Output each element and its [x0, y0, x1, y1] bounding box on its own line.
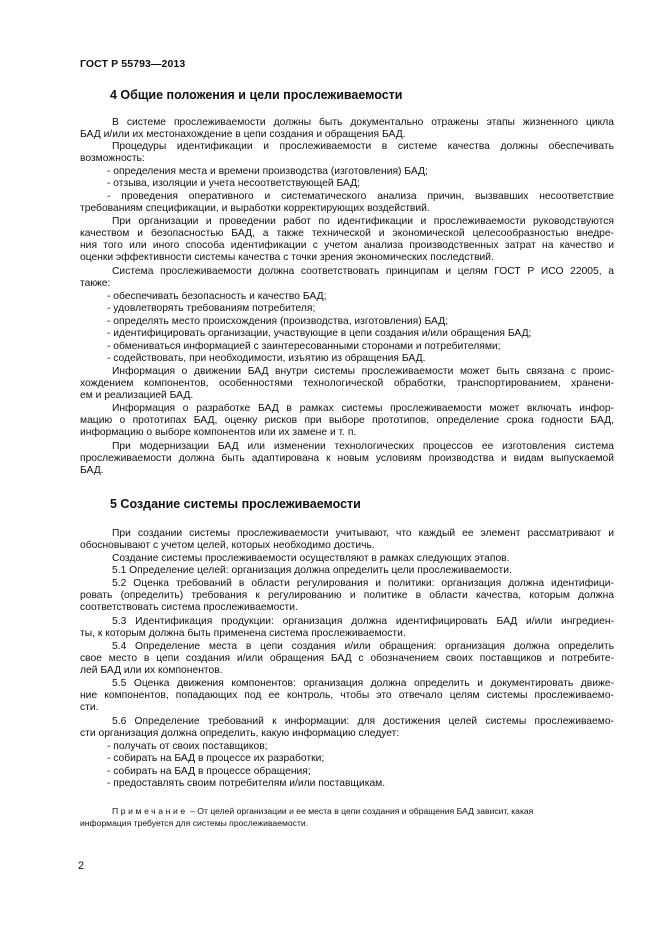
paragraph-line: свое место в цепи создания и/или обращения БАД с обозначением своих поставщиков и потребите- — [80, 653, 614, 664]
paragraph-line: ровать (определить) требования к регулированию и политике в области качества, которым должна — [80, 590, 614, 601]
list-item: - проведения оперативного и систематического анализа причин, вызвавших несоответствие — [107, 191, 614, 202]
paragraph-line: также: — [80, 278, 111, 289]
paragraph-line: мацию о прототипах БАД, оценку рисков при выборе прототипов, определение срока годности БАД, — [80, 415, 614, 426]
paragraph-line: соответствовать система прослеживаемости. — [80, 602, 298, 613]
paragraph-line: При модернизации БАД или изменении технологических процессов ее изготовления система — [112, 441, 614, 452]
paragraph-line: Создание системы прослеживаемости осуществляют в рамках следующих этапов. — [112, 553, 510, 564]
list-item: - собирать на БАД в процессе их разработки; — [107, 753, 325, 764]
paragraph-line: Система прослеживаемости должна соответствовать принципам и целям ГОСТ Р ИСО 22005, а — [112, 266, 614, 277]
paragraph-line: требованиям спецификации, и выработки корректирующих воздействий. — [80, 203, 430, 214]
list-item: - содействовать, при необходимости, изъятию из обращения БАД. — [107, 353, 426, 364]
list-item: - отзыва, изоляции и учета несоответствующей БАД; — [107, 178, 361, 189]
paragraph-line: Информация о разработке БАД в рамках системы прослеживаемости может включать инфор- — [112, 403, 614, 414]
paragraph-line: лей БАД или их компонентов. — [80, 665, 223, 676]
paragraph-line: ние компонентов, попадающих под ее контроль, чтобы это отвечало целям системы прослеживаемо- — [80, 690, 614, 701]
paragraph-line: Процедуры идентификации и прослеживаемости в системе качества должны обеспечивать — [112, 141, 614, 152]
list-item: - получать от своих поставщиков; — [107, 741, 268, 752]
section-4-title: 4 Общие положения и цели прослеживаемости — [110, 88, 403, 102]
paragraph-line: оценки эффективности системы качества с точки зрения экономических последствий. — [80, 252, 494, 263]
section-5-title: 5 Создание системы прослеживаемости — [110, 497, 361, 511]
list-item: - определения места и времени производства (изготовления) БАД; — [107, 166, 428, 177]
paragraph-line: качеством и безопасностью БАД, а также технической и экономической целесообразностью внедре- — [80, 228, 614, 239]
paragraph-line: ты, к которым должна быть применена система прослеживаемости. — [80, 628, 406, 639]
paragraph-line: БАД и/или их местонахождение в цепи создания и обращения БАД. — [80, 129, 406, 140]
paragraph-line: 5.4 Определение места в цепи создания и/или обращения: организация должна определить — [112, 641, 614, 652]
list-item: - обмениваться информацией с заинтересованными сторонами и потребителями; — [107, 341, 501, 352]
paragraph-line: сти организация должна определить, какую информацию следует: — [80, 728, 400, 739]
paragraph-line: хождением компонентов, особенностями технологической обработки, транспортированием, хранени- — [80, 378, 614, 389]
paragraph-line: При организации и проведении работ по идентификации и прослеживаемости руководствуются — [112, 216, 614, 227]
paragraph-line: 5.2 Оценка требований в области регулирования и политики: организация должна идентифици- — [112, 578, 614, 589]
paragraph-line: информацию о выборе компонентов или их замене и т. п. — [80, 427, 357, 438]
paragraph-line: 5.1 Определение целей: организация должна определить цели прослеживаемости. — [112, 565, 512, 576]
paragraph-line: 5.5 Оценка движения компонентов: организация должна определить и документировать движе- — [112, 678, 614, 689]
note-text: – От целей организации и ее места в цепи создания и обращения БАД зависит, какая — [187, 806, 534, 816]
paragraph-line: сти. — [80, 702, 99, 713]
paragraph-line: Информация о движении БАД внутри системы прослеживаемости может быть связана с проис- — [112, 366, 614, 377]
paragraph-line: 5.3 Идентификация продукции: организация должна идентифицировать БАД и/или ингредиен- — [112, 616, 614, 627]
note-continuation: информация требуется для системы прослеживаемости. — [80, 818, 309, 828]
note — [112, 806, 533, 817]
paragraph-line: возможность: — [80, 153, 145, 164]
list-item: - удовлетворять требованиям потребителя; — [107, 303, 316, 314]
paragraph-line: ем и реализацией БАД. — [80, 390, 194, 401]
paragraph-line: БАД. — [80, 465, 104, 476]
list-item: - предоставлять своим потребителям и/или поставщикам. — [107, 778, 386, 789]
page-number: 2 — [78, 860, 85, 872]
list-item: - идентифицировать организации, участвующие в цепи создания и/или обращения БАД; — [107, 328, 532, 339]
paragraph-line: ния того или иного способа идентификации с учетом анализа производственных затрат на качество и — [80, 240, 614, 251]
paragraph-line: 5.6 Определение требований к информации: для достижения целей системы прослеживаемо- — [112, 716, 614, 727]
document-code: ГОСТ Р 55793—2013 — [80, 58, 186, 70]
list-item: - собирать на БАД в процессе обращения; — [107, 766, 311, 777]
list-item: - определять место происхождения (производства, изготовления) БАД; — [107, 316, 449, 327]
paragraph-line: обосновывают с учетом целей, которых необходимо достичь. — [80, 540, 375, 551]
paragraph-line: При создании системы прослеживаемости учитывают, что каждый ее элемент рассматривают и — [112, 528, 614, 539]
paragraph-line: прослеживаемости должна быть адаптирована к новым условиям производства и видам выпускаемой — [80, 453, 614, 464]
note-label: Примечание — [112, 806, 188, 816]
list-item: - обеспечивать безопасность и качество БАД; — [107, 291, 327, 302]
paragraph-line: В системе прослеживаемости должны быть документально отражены этапы жизненного цикла — [112, 117, 614, 128]
